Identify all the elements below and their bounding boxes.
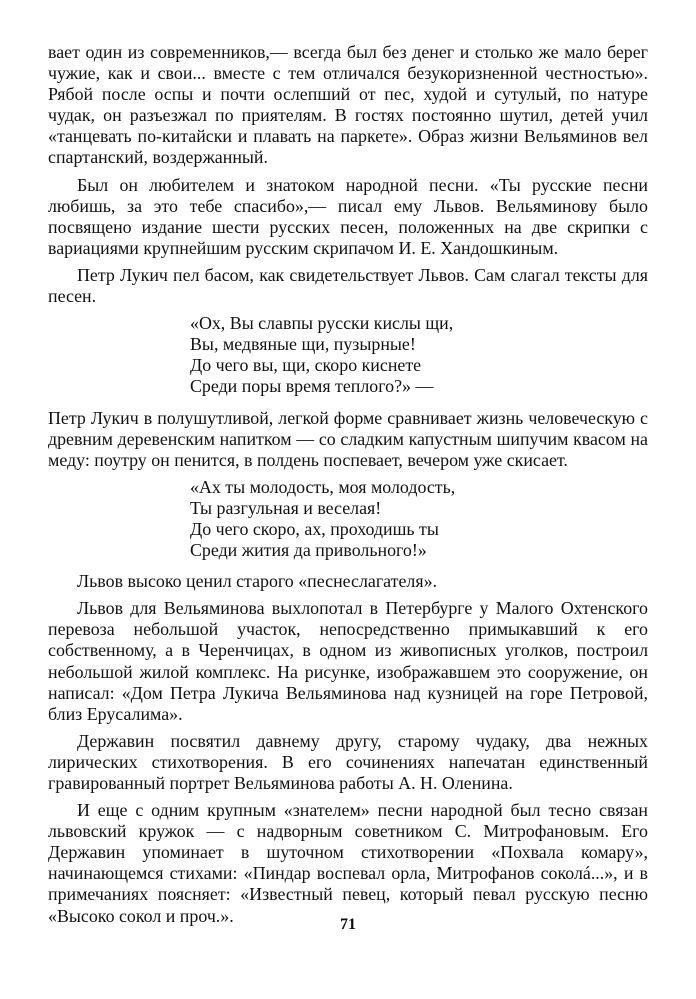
verse-1-line-2: Вы, медвяные щи, пузырные! <box>190 334 416 355</box>
page-number: 71 <box>340 916 356 933</box>
verse-2-line-1: «Ах ты молодость, моя молодость, <box>190 476 456 497</box>
paragraph-5: Львов высоко ценил старого «песнеслагателя». <box>77 571 437 592</box>
paragraph-3: Петр Лукич пел басом, как свидетельствует Львов. Сам слагал тексты для песен. <box>48 264 648 307</box>
paragraph-4: Петр Лукич в полушутливой, легкой форме сравнивает жизнь человеческую с древним деревенским напитком — со сладким капустным шипучим квасом на меду: поутру он пенится, в полдень поспевает, вечером уже скисает. <box>48 407 648 470</box>
paragraph-2: Был он любителем и знатоком народной песни. «Ты русские песни любишь, за это тебе спасибо»,— писал ему Львов. Вельяминову было посвящено издание шести русских песен, положенных на две скрипки с вариациями крупнейшим русским скрипачом И. Е. Хандошкиным. <box>48 174 648 258</box>
verse-1-line-3: До чего вы, щи, скоро киснете <box>190 355 422 376</box>
verse-1-line-1: «Ох, Вы славпы русски кислы щи, <box>190 313 454 334</box>
paragraph-1: вает один из современников,— всегда был без денег и столько же мало берег чужие, как и свои... вместе с тем отличался безукоризненной честностью». Рябой после оспы и почти ослепший от пес, худой и сутулый, по натуре чудак, он разъезжал по приятелям. В гостях постоянно шутил, детей учил «танцевать по-китайски и плавать на паркете». Образ жизни Вельяминов вел спартанский, воздержанный. <box>48 42 648 168</box>
verse-1-line-4: Среди поры время теплого?» — <box>190 376 434 397</box>
page-body <box>48 42 648 933</box>
paragraph-7: Державин посвятил давнему другу, старому чудаку, два нежных лирических стихотворения. В его сочинениях напечатан единственный гравированный портрет Вельяминова работы А. Н. Оленина. <box>48 730 648 793</box>
verse-2-line-3: До чего скоро, ах, проходишь ты <box>190 518 439 539</box>
verse-block-1 <box>190 313 648 397</box>
verse-2-line-4: Среди жития да привольного!» <box>190 540 427 561</box>
paragraph-6: Львов для Вельяминова выхлопотал в Петербурге у Малого Охтенского перевоза небольшой участок, непосредственно примыкавший к его собственному, а в Черенчицах, в одном из живописных уголков, построил небольшой жилой комплекс. На рисунке, изображавшем это сооружение, он написал: «Дом Петра Лукича Вельяминова над кузницей на горе Петровой, близ Ерусалима». <box>48 598 648 724</box>
paragraph-8: И еще с одним крупным «знателем» песни народной был тесно связан львовский кружок — с надворным советником С. Митрофановым. Его Державин упоминает в шуточном стихотворении «Похвала комару», начинающемся стихами: «Пиндар воспевал орла, Митрофанов соколá...», и в примечаниях поясняет: «Известный певец, который певал русскую песню «Высоко сокол и проч.». <box>48 800 648 926</box>
verse-block-2 <box>190 477 648 561</box>
verse-2-line-2: Ты разгульная и веселая! <box>190 497 382 518</box>
